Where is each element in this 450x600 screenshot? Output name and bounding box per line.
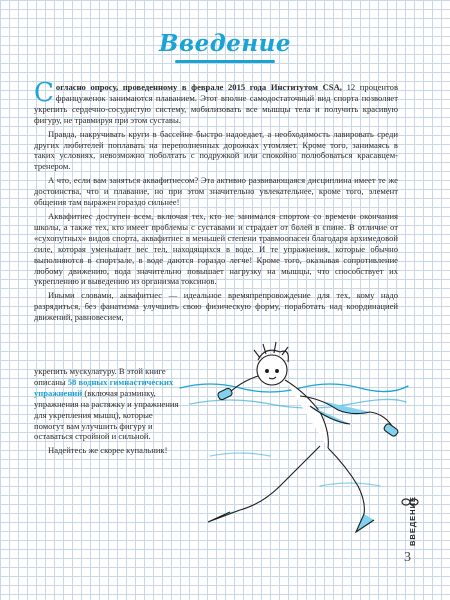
drop-cap: С — [34, 78, 54, 108]
paragraph: Иными словами, аквафитнес — идеальное времяпрепровождение для тех, кому надо разрядиться, без фанатизма улучшить свою физическую форму, поработать над координацией движений, равновесием, — [34, 290, 398, 323]
main-text — [34, 78, 399, 326]
left-lead: укрепить мускулатуру. В этой книге описаны — [34, 366, 166, 387]
paragraph: Аквафитнес доступен всем, включая тех, кто не занимался спортом со времени окончания школы, а также тех, кто имеет проблемы с суставами и страдает от болей в спине. В отличие от «сухопутных» видов спорта, аквафитнес в меньшей степени травмоопасен благодаря архимедовой силе, которая уменьшает вес тел, находящихся в воде. И те упражнения, которые обычно выполняются в спортзале, в воде даются гораздо легче! Кроме того, оказывая сопротивление любому движению, вода значительно повышает нагрузку на мышцы, что способствует их укреплению и выведению из организма токсинов. — [34, 210, 398, 287]
page-title: Введение — [159, 30, 291, 57]
intro-paragraph — [34, 78, 399, 126]
left-tail: (включая разминку, упражнения на растяжку и упражнения для укрепления мышц), которые помогут вам улучшить фигуру и оставаться стройной и сильной. — [34, 387, 179, 442]
goggles-icon — [401, 497, 419, 507]
intro-rest: 12 процентов француженок занимаются плаванием. Этот вполне самодостаточный вид спорта позволяет укрепить сердечно-сосудистую систему, мобилизовать все мышцы тела и получить красивую фигуру, не травмируя при этом суставы. — [34, 82, 399, 125]
title-underline — [175, 60, 275, 63]
left-column — [34, 366, 180, 459]
page-number: 3 — [404, 550, 411, 565]
swimmer-illustration — [170, 336, 410, 536]
paragraph: А что, если вам заняться аквафитнесом? Эта активно развивающаяся дисциплина имеет те же достоинства, что и плавание, но при этом значительно увлекательнее, кроме того, элемент общения там выражен гораздо сильнее! — [34, 175, 398, 208]
paragraph: Правда, накручивать круги в бассейне быстро надоедает, а необходимость лавировать среди других любителей поплавать на переполненных дорожках утомляет. Кроме того, занимаясь в таких условиях, невозможно поболтать с подружкой или спокойно полюбоваться красавцем-тренером. — [34, 128, 398, 172]
intro-bold: огласно опросу, проведенному в феврале 2015 года Институтом CSA, — [55, 82, 342, 92]
section-side-label: ВВЕДЕНИЕ — [408, 496, 417, 546]
exercises-highlight: 58 водных гимнастических упражнений — [34, 376, 174, 398]
left-column-paragraph — [34, 366, 180, 442]
closing-line: Надейтесь же скорее купальник! — [48, 445, 168, 456]
